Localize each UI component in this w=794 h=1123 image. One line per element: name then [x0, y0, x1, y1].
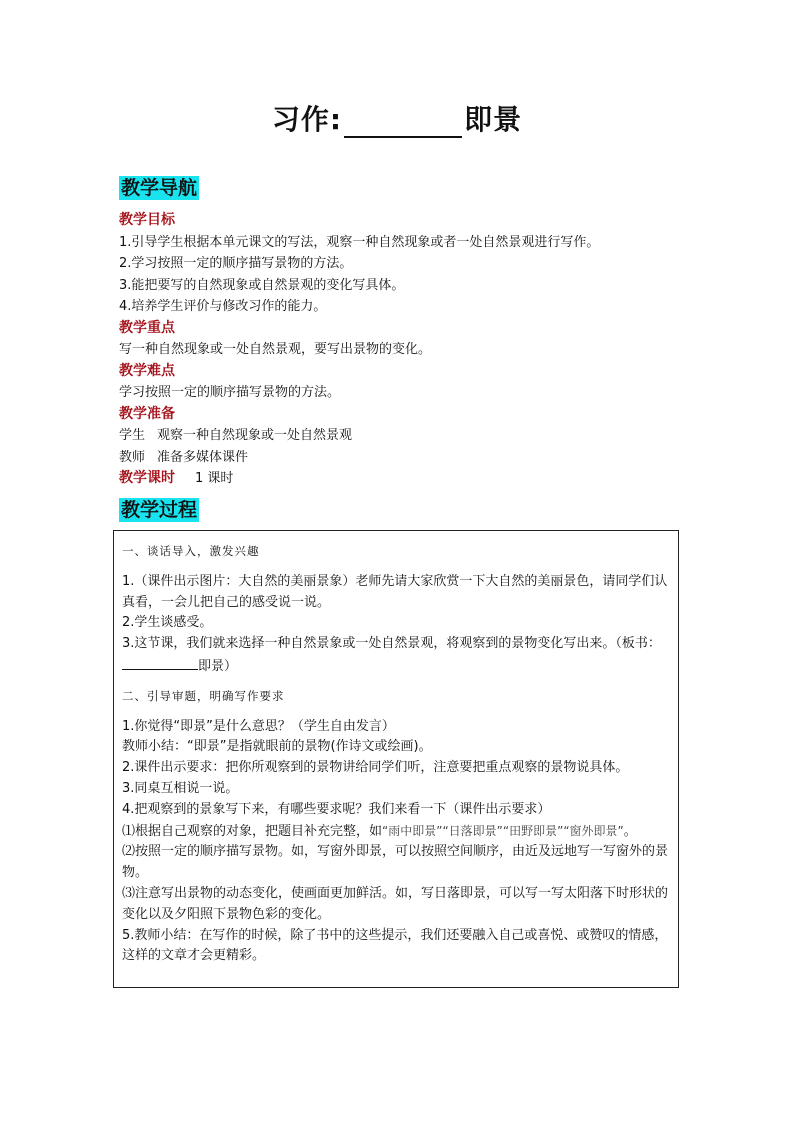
title-blank	[344, 106, 462, 138]
page-title	[0, 98, 794, 138]
s2-paragraph: 教师小结：“即景”是指就眼前的景物(作诗文或绘画)。	[122, 739, 432, 755]
periods-row	[119, 468, 679, 490]
s2-paragraph: 1.你觉得“即景”是什么意思？（学生自由发言）	[122, 718, 395, 734]
title-suffix: 即景	[464, 103, 523, 136]
board-blank	[122, 655, 198, 670]
s2-paragraph: ⑶注意写出景物的动态变化，使画面更加鲜活。如，写日落即景，可以写一写太阳落下时形状的变化以及夕阳照下景物色彩的变化。	[122, 885, 669, 922]
preparation-heading: 教学准备	[119, 405, 175, 422]
teacher-text: 准备多媒体课件	[157, 449, 249, 465]
s1-p3-start: 3.这节课，我们就来选择一种自然景象或一处自然景观，将观察到的景物变化写出来。（板书：	[122, 636, 661, 652]
s2-paragraph: 4.把观察到的景象写下来，有哪些要求呢？我们来看一下（课件出示要求）	[122, 801, 551, 817]
difficulties-text: 学习按照一定的顺序描写景物的方法。	[119, 385, 341, 400]
s2-p6-start: ⑴根据自己观察的对象，把题目补充完整，如	[122, 823, 383, 839]
student-label: 学生	[119, 428, 146, 443]
periods-heading: 教学课时	[119, 470, 175, 486]
s2-paragraph: ⑵按照一定的顺序描写景物。如，写窗外即景，可以按照空间顺序，由近及远地写一写窗外的景物。	[122, 844, 669, 881]
section1-title: 一、谈话导入，激发兴趣	[122, 544, 260, 558]
preparation-teacher	[119, 447, 679, 469]
goal-item: 2.学习按照一定的顺序描写景物的方法。	[119, 256, 353, 271]
goal-item: 1.引导学生根据本单元课文的写法，观察一种自然现象或者一处自然景观进行写作。	[119, 234, 600, 250]
s2-paragraph: 3.同桌互相说一说。	[122, 780, 239, 796]
s1-paragraph: 1.（课件出示图片：大自然的美丽景象）老师先请大家欣赏一下大自然的美丽景色，请同学们认真看，一会儿把自己的感受说一说。	[122, 573, 668, 610]
section2-title: 二、引导审题，明确写作要求	[122, 688, 285, 703]
key-points-heading: 教学重点	[119, 319, 175, 336]
key-points-text: 写一种自然现象或一处自然景观，要写出景物的变化。	[119, 342, 432, 357]
goal-item: 4.培养学生评价与修改习作的能力。	[119, 299, 327, 314]
s1-p3-end: 即景）	[198, 658, 238, 674]
s1-paragraph	[122, 634, 672, 678]
process-box	[113, 530, 679, 988]
s2-paragraph	[122, 821, 672, 843]
s2-paragraph: 5.教师小结：在写作的时候，除了书中的这些提示，我们还要融入自己或喜悦、或赞叹的情感，这样的文章才会更精彩。	[122, 927, 668, 964]
s2-p6-end: 。	[623, 823, 637, 839]
difficulties-heading: 教学难点	[119, 362, 175, 379]
nav-content	[119, 210, 679, 490]
title-prefix: 习作:	[271, 103, 343, 136]
teacher-label: 教师	[119, 449, 146, 465]
example-titles: “雨中即景”“日落即景”“田野即景”“窗外即景”	[382, 823, 624, 838]
s2-paragraph: 2.课件出示要求：把你所观察到的景物讲给同学们听，注意要把重点观察的景物说具体。	[122, 760, 629, 776]
goal-item: 3.能把要写的自然现象或自然景观的变化写具体。	[119, 277, 405, 293]
student-text: 观察一种自然现象或一处自然景观	[157, 428, 353, 443]
goals-heading: 教学目标	[119, 212, 175, 228]
process-heading: 教学过程	[121, 499, 198, 521]
periods-value: 1 课时	[195, 471, 234, 486]
s1-paragraph: 2.学生谈感受。	[122, 615, 213, 631]
preparation-student	[119, 425, 679, 447]
nav-heading: 教学导航	[121, 177, 198, 199]
